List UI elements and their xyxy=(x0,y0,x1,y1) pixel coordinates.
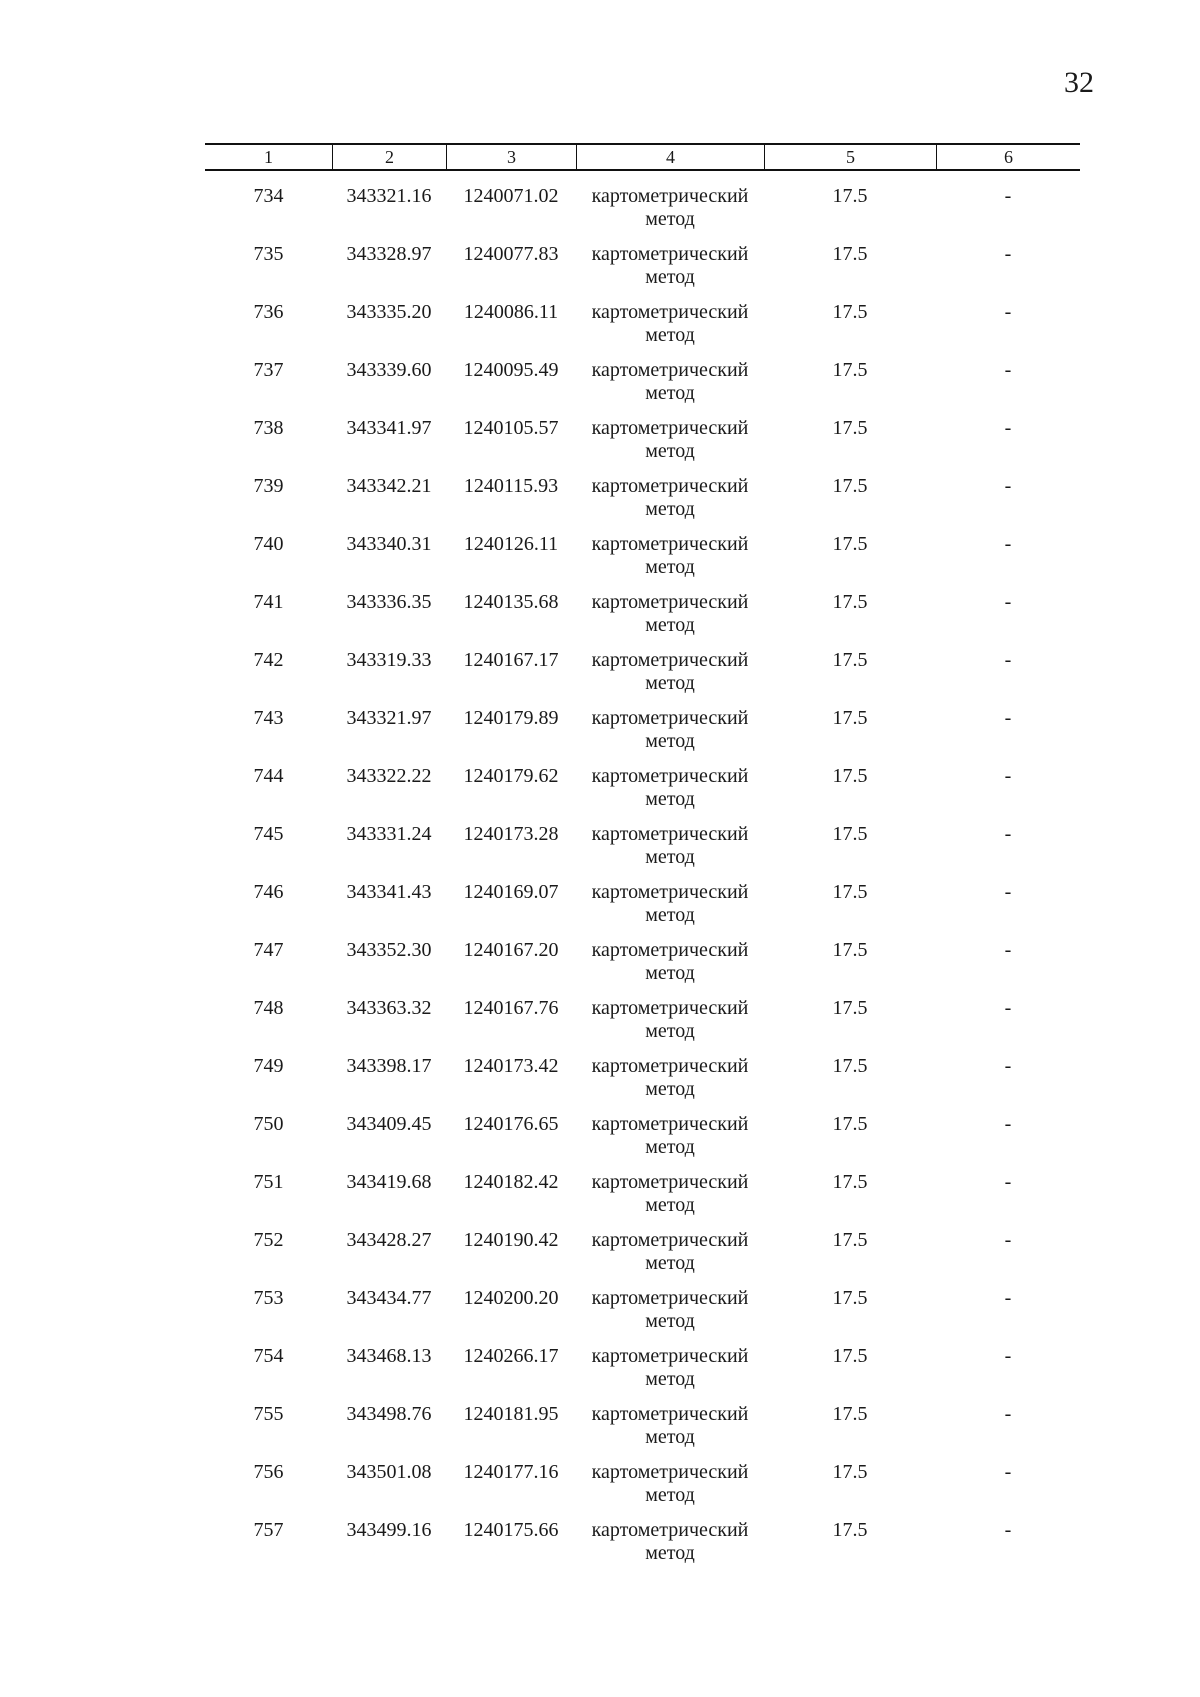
cell-method xyxy=(576,1287,764,1345)
cell-accuracy: 17.5 xyxy=(832,1055,868,1077)
table-body xyxy=(205,185,1080,1577)
cell-coordinate-x: 343341.97 xyxy=(346,417,432,439)
header-col-6: 6 xyxy=(936,145,1080,169)
cell-method xyxy=(576,823,764,881)
cell-note: - xyxy=(1004,649,1012,671)
cell-note: - xyxy=(1004,1345,1012,1367)
method-line-1: картометрический xyxy=(591,243,749,265)
method-line-1: картометрический xyxy=(591,301,749,323)
cell-point-number: 737 xyxy=(253,359,284,381)
cell-method xyxy=(576,1403,764,1461)
cell-point-number: 736 xyxy=(253,301,284,323)
cell-coordinate-x: 343352.30 xyxy=(346,939,432,961)
cell-accuracy: 17.5 xyxy=(832,1461,868,1483)
cell-accuracy: 17.5 xyxy=(832,533,868,555)
cell-accuracy: 17.5 xyxy=(832,881,868,903)
cell-coordinate-x: 343468.13 xyxy=(346,1345,432,1367)
cell-note: - xyxy=(1004,1171,1012,1193)
coordinates-table xyxy=(205,143,1080,1564)
method-line-2: метод xyxy=(645,324,695,346)
cell-coordinate-x: 343498.76 xyxy=(346,1403,432,1425)
cell-coordinate-x: 343409.45 xyxy=(346,1113,432,1135)
cell-coordinate-x: 343322.22 xyxy=(346,765,432,787)
cell-coordinate-y: 1240105.57 xyxy=(463,417,559,439)
cell-coordinate-x: 343363.32 xyxy=(346,997,432,1019)
cell-point-number: 756 xyxy=(253,1461,284,1483)
cell-point-number: 738 xyxy=(253,417,284,439)
page-number: 32 xyxy=(1064,66,1094,99)
cell-accuracy: 17.5 xyxy=(832,1287,868,1309)
table-row xyxy=(205,301,1080,359)
cell-coordinate-y: 1240095.49 xyxy=(463,359,559,381)
cell-coordinate-x: 343336.35 xyxy=(346,591,432,613)
table-row xyxy=(205,1113,1080,1171)
cell-coordinate-y: 1240135.68 xyxy=(463,591,559,613)
method-line-2: метод xyxy=(645,1020,695,1042)
cell-coordinate-x: 343335.20 xyxy=(346,301,432,323)
cell-note: - xyxy=(1004,243,1012,265)
cell-method xyxy=(576,1461,764,1519)
cell-coordinate-x: 343340.31 xyxy=(346,533,432,555)
method-line-2: метод xyxy=(645,1078,695,1100)
cell-note: - xyxy=(1004,997,1012,1019)
cell-coordinate-x: 343321.16 xyxy=(346,185,432,207)
table-row xyxy=(205,939,1080,997)
method-line-2: метод xyxy=(645,1136,695,1158)
method-line-2: метод xyxy=(645,1310,695,1332)
cell-method xyxy=(576,1345,764,1403)
cell-accuracy: 17.5 xyxy=(832,301,868,323)
header-col-2: 2 xyxy=(332,145,446,169)
cell-method xyxy=(576,475,764,533)
cell-note: - xyxy=(1004,881,1012,903)
table-row xyxy=(205,881,1080,939)
cell-note: - xyxy=(1004,1403,1012,1425)
method-line-1: картометрический xyxy=(591,1113,749,1135)
method-line-2: метод xyxy=(645,672,695,694)
method-line-1: картометрический xyxy=(591,1519,749,1541)
table-row xyxy=(205,649,1080,707)
cell-coordinate-x: 343501.08 xyxy=(346,1461,432,1483)
cell-point-number: 745 xyxy=(253,823,284,845)
cell-coordinate-y: 1240179.89 xyxy=(463,707,559,729)
cell-method xyxy=(576,417,764,475)
cell-accuracy: 17.5 xyxy=(832,823,868,845)
method-line-1: картометрический xyxy=(591,707,749,729)
cell-point-number: 742 xyxy=(253,649,284,671)
cell-coordinate-x: 343321.97 xyxy=(346,707,432,729)
cell-accuracy: 17.5 xyxy=(832,1345,868,1367)
method-line-2: метод xyxy=(645,266,695,288)
cell-point-number: 744 xyxy=(253,765,284,787)
cell-note: - xyxy=(1004,359,1012,381)
method-line-2: метод xyxy=(645,730,695,752)
header-col-3: 3 xyxy=(446,145,576,169)
table-row xyxy=(205,185,1080,243)
cell-point-number: 752 xyxy=(253,1229,284,1251)
cell-coordinate-y: 1240176.65 xyxy=(463,1113,559,1135)
cell-coordinate-x: 343331.24 xyxy=(346,823,432,845)
method-line-2: метод xyxy=(645,1368,695,1390)
cell-note: - xyxy=(1004,1461,1012,1483)
cell-coordinate-y: 1240115.93 xyxy=(463,475,559,497)
table-row xyxy=(205,1171,1080,1229)
method-line-1: картометрический xyxy=(591,185,749,207)
cell-coordinate-x: 343419.68 xyxy=(346,1171,432,1193)
cell-accuracy: 17.5 xyxy=(832,417,868,439)
table-row xyxy=(205,359,1080,417)
cell-coordinate-x: 343428.27 xyxy=(346,1229,432,1251)
cell-point-number: 750 xyxy=(253,1113,284,1135)
cell-coordinate-y: 1240086.11 xyxy=(463,301,559,323)
cell-accuracy: 17.5 xyxy=(832,591,868,613)
cell-accuracy: 17.5 xyxy=(832,1519,868,1541)
cell-accuracy: 17.5 xyxy=(832,939,868,961)
method-line-1: картометрический xyxy=(591,881,749,903)
method-line-1: картометрический xyxy=(591,533,749,555)
cell-point-number: 753 xyxy=(253,1287,284,1309)
cell-note: - xyxy=(1004,1519,1012,1541)
cell-coordinate-y: 1240173.28 xyxy=(463,823,559,845)
cell-accuracy: 17.5 xyxy=(832,997,868,1019)
cell-point-number: 755 xyxy=(253,1403,284,1425)
method-line-1: картометрический xyxy=(591,823,749,845)
cell-coordinate-x: 343434.77 xyxy=(346,1287,432,1309)
cell-point-number: 739 xyxy=(253,475,284,497)
cell-point-number: 746 xyxy=(253,881,284,903)
cell-method xyxy=(576,243,764,301)
method-line-2: метод xyxy=(645,846,695,868)
method-line-2: метод xyxy=(645,904,695,926)
cell-point-number: 749 xyxy=(253,1055,284,1077)
method-line-1: картометрический xyxy=(591,997,749,1019)
cell-note: - xyxy=(1004,1229,1012,1251)
cell-coordinate-y: 1240177.16 xyxy=(463,1461,559,1483)
cell-note: - xyxy=(1004,939,1012,961)
cell-coordinate-x: 343319.33 xyxy=(346,649,432,671)
table-row xyxy=(205,1345,1080,1403)
method-line-2: метод xyxy=(645,440,695,462)
table-row xyxy=(205,417,1080,475)
cell-method xyxy=(576,301,764,359)
cell-coordinate-y: 1240167.17 xyxy=(463,649,559,671)
cell-coordinate-y: 1240169.07 xyxy=(463,881,559,903)
cell-method xyxy=(576,185,764,243)
cell-accuracy: 17.5 xyxy=(832,243,868,265)
cell-method xyxy=(576,649,764,707)
cell-note: - xyxy=(1004,765,1012,787)
cell-method xyxy=(576,591,764,649)
cell-note: - xyxy=(1004,707,1012,729)
method-line-1: картометрический xyxy=(591,1171,749,1193)
cell-coordinate-y: 1240167.20 xyxy=(463,939,559,961)
cell-point-number: 747 xyxy=(253,939,284,961)
method-line-2: метод xyxy=(645,1194,695,1216)
method-line-1: картометрический xyxy=(591,939,749,961)
table-row xyxy=(205,1461,1080,1519)
method-line-2: метод xyxy=(645,788,695,810)
cell-note: - xyxy=(1004,1287,1012,1309)
method-line-2: метод xyxy=(645,556,695,578)
cell-note: - xyxy=(1004,591,1012,613)
cell-coordinate-x: 343499.16 xyxy=(346,1519,432,1541)
cell-coordinate-x: 343339.60 xyxy=(346,359,432,381)
method-line-2: метод xyxy=(645,1484,695,1506)
method-line-1: картометрический xyxy=(591,1345,749,1367)
cell-coordinate-y: 1240182.42 xyxy=(463,1171,559,1193)
table-row xyxy=(205,997,1080,1055)
method-line-2: метод xyxy=(645,1542,695,1564)
cell-method xyxy=(576,939,764,997)
cell-coordinate-y: 1240173.42 xyxy=(463,1055,559,1077)
cell-coordinate-x: 343342.21 xyxy=(346,475,432,497)
method-line-1: картометрический xyxy=(591,1403,749,1425)
cell-method xyxy=(576,707,764,765)
table-row xyxy=(205,1519,1080,1577)
cell-method xyxy=(576,533,764,591)
cell-note: - xyxy=(1004,1113,1012,1135)
table-row xyxy=(205,1403,1080,1461)
table-row xyxy=(205,823,1080,881)
table-row xyxy=(205,475,1080,533)
header-col-1: 1 xyxy=(264,146,273,167)
cell-point-number: 735 xyxy=(253,243,284,265)
cell-note: - xyxy=(1004,301,1012,323)
cell-point-number: 741 xyxy=(253,591,284,613)
method-line-2: метод xyxy=(645,208,695,230)
method-line-2: метод xyxy=(645,382,695,404)
table-row xyxy=(205,1055,1080,1113)
table-row xyxy=(205,243,1080,301)
table-row xyxy=(205,533,1080,591)
header-col-5: 5 xyxy=(764,145,936,169)
cell-method xyxy=(576,1229,764,1287)
cell-coordinate-y: 1240071.02 xyxy=(463,185,559,207)
method-line-1: картометрический xyxy=(591,649,749,671)
table-row xyxy=(205,1229,1080,1287)
table-row xyxy=(205,765,1080,823)
method-line-2: метод xyxy=(645,614,695,636)
cell-point-number: 740 xyxy=(253,533,284,555)
cell-point-number: 754 xyxy=(253,1345,284,1367)
method-line-1: картометрический xyxy=(591,417,749,439)
cell-note: - xyxy=(1004,475,1012,497)
table-header-row xyxy=(205,143,1080,171)
cell-coordinate-y: 1240167.76 xyxy=(463,997,559,1019)
method-line-1: картометрический xyxy=(591,1287,749,1309)
cell-method xyxy=(576,997,764,1055)
method-line-2: метод xyxy=(645,962,695,984)
table-row xyxy=(205,707,1080,765)
cell-coordinate-y: 1240181.95 xyxy=(463,1403,559,1425)
cell-accuracy: 17.5 xyxy=(832,765,868,787)
cell-point-number: 743 xyxy=(253,707,284,729)
cell-point-number: 748 xyxy=(253,997,284,1019)
method-line-1: картометрический xyxy=(591,359,749,381)
cell-accuracy: 17.5 xyxy=(832,475,868,497)
cell-accuracy: 17.5 xyxy=(832,1171,868,1193)
cell-method xyxy=(576,1113,764,1171)
cell-coordinate-y: 1240266.17 xyxy=(463,1345,559,1367)
cell-accuracy: 17.5 xyxy=(832,707,868,729)
cell-coordinate-x: 343398.17 xyxy=(346,1055,432,1077)
cell-coordinate-x: 343341.43 xyxy=(346,881,432,903)
cell-coordinate-y: 1240126.11 xyxy=(463,533,559,555)
method-line-1: картометрический xyxy=(591,1461,749,1483)
method-line-1: картометрический xyxy=(591,765,749,787)
cell-point-number: 757 xyxy=(253,1519,284,1541)
cell-method xyxy=(576,1171,764,1229)
cell-note: - xyxy=(1004,533,1012,555)
header-col-4: 4 xyxy=(576,145,764,169)
cell-method xyxy=(576,359,764,417)
table-row xyxy=(205,591,1080,649)
cell-coordinate-y: 1240179.62 xyxy=(463,765,559,787)
table-row xyxy=(205,1287,1080,1345)
cell-method xyxy=(576,1055,764,1113)
cell-coordinate-y: 1240190.42 xyxy=(463,1229,559,1251)
cell-accuracy: 17.5 xyxy=(832,1229,868,1251)
cell-accuracy: 17.5 xyxy=(832,359,868,381)
cell-accuracy: 17.5 xyxy=(832,1403,868,1425)
cell-accuracy: 17.5 xyxy=(832,185,868,207)
cell-accuracy: 17.5 xyxy=(832,649,868,671)
cell-coordinate-y: 1240175.66 xyxy=(463,1519,559,1541)
cell-coordinate-y: 1240200.20 xyxy=(463,1287,559,1309)
cell-note: - xyxy=(1004,1055,1012,1077)
cell-coordinate-x: 343328.97 xyxy=(346,243,432,265)
method-line-1: картометрический xyxy=(591,1229,749,1251)
cell-accuracy: 17.5 xyxy=(832,1113,868,1135)
cell-method xyxy=(576,881,764,939)
method-line-1: картометрический xyxy=(591,591,749,613)
method-line-1: картометрический xyxy=(591,475,749,497)
cell-note: - xyxy=(1004,417,1012,439)
cell-point-number: 734 xyxy=(253,185,284,207)
cell-note: - xyxy=(1004,185,1012,207)
cell-coordinate-y: 1240077.83 xyxy=(463,243,559,265)
cell-method xyxy=(576,765,764,823)
cell-point-number: 751 xyxy=(253,1171,284,1193)
method-line-2: метод xyxy=(645,498,695,520)
method-line-2: метод xyxy=(645,1252,695,1274)
cell-note: - xyxy=(1004,823,1012,845)
method-line-1: картометрический xyxy=(591,1055,749,1077)
method-line-2: метод xyxy=(645,1426,695,1448)
cell-method xyxy=(576,1519,764,1577)
